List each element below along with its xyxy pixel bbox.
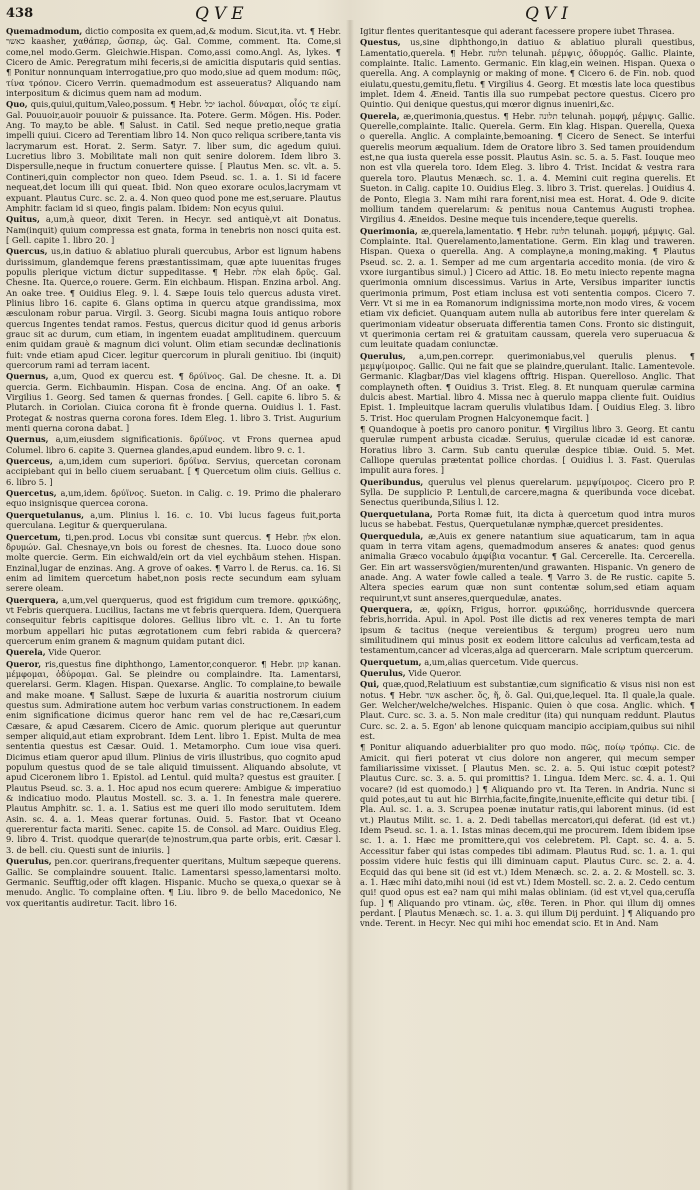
dictionary-entry: [6, 488, 341, 509]
entry-headword: Quernus,: [6, 371, 49, 382]
dictionary-entry: [6, 246, 341, 370]
entry-headword: Queror,: [6, 658, 42, 669]
dictionary-entry: [360, 742, 695, 928]
dictionary-entry: [360, 351, 695, 423]
dictionary-entry: [360, 657, 695, 667]
dictionary-entry: [360, 226, 695, 350]
dictionary-entry: [360, 37, 695, 109]
entry-text: dictio composita ex quem,ad,& modum. Sicut,ita. vt. ¶ Hebr. כאשר kaasher, χαθάπερ, ὥσπερ, ὡς. Gal. Comme, comment. Ita. Come,si come,nel modo.Germ. Gleichwie.Hispan. Como,assi como.Angl. As, lykes. ¶ Cicero de Amic. Peregratum mihi feceris,si de amicitia disputaris quid sentias. ¶ Ponitur nonnunquam interrogatiue,pro quo modo,siue ad quem modum: πῶς, τίνα τρόπον. Cicero Verrin. quemadmodum est asseueratus? Aliquando nam interpositum & dicimus quem nam ad modum.: [6, 26, 341, 99]
entry-headword: Querquera,: [360, 603, 413, 614]
entry-headword: Querela,: [6, 647, 46, 658]
entry-headword: Qui,: [360, 679, 380, 690]
entry-text: æ,Auis ex genere natantium siue aquaticarum, tam in aqua quam in terra vitam agens, quemadmodum anseres & anates: quod genus animalia Græco vocabulo ἀμφίβια vocantur. ¶ Gal. Cercerelle. Ita. Cercerella. Ger. Ein art wassersvögien/murenten/und grawanten. Hispanic. Vn genero de anade. Ang. A water fowle called a teale. ¶ Varro 3. de Re rustic. capite 5. Altera species earum quæ non sunt contentæ solum,sed etiam aquam requirunt,vt sunt anseres,querquedulæ, anates.: [360, 530, 695, 603]
entry-headword: Quo,: [6, 99, 28, 110]
entry-text: æ, φρίκη, Frigus, horror. φρικώδης, horridusvnde quercera febris,horrida. Apul. in Apol. Post ille dictis ad rex veneres tempta de mari ipsum & tacitus (neque vereientibus & tergum) progreu uero num similitudinem qui minus posit ex eodem littore calculus ad verficam,testa ad testamentum,cancer ad vlceras,alga ad quercerarn. Male scriptum quercerum.: [360, 603, 695, 656]
dictionary-entry: [360, 424, 695, 476]
entry-headword: Querulus,: [6, 856, 52, 867]
entry-text: Porta Romæ fuit, ita dicta à quercetum quod intra muros lucus se habebat. Festus, Querquetulanæ nymphæ,quercet presidentes.: [360, 508, 695, 530]
entry-text: Vide Queror.: [48, 647, 102, 658]
entry-headword: Querquetulana,: [360, 508, 433, 519]
entry-headword: Querquetum,: [360, 656, 422, 667]
dictionary-entry: [360, 604, 695, 656]
page-gutter: [346, 20, 354, 1190]
entry-headword: Querquera,: [6, 594, 59, 605]
entry-text: ¶ Ponitur aliquando aduerbialiter pro quo modo. πῶς, ποίῳ τρόπῳ. Cic. de Amicit. qui fieri poterat vt cius dolore non angerer, qui mecum semper familiarissime vixisset. [ Plautus Men. sc. 2. a. 5. Qui istuc cœpit potest? Plautus Curc. sc. 3. a. 5. qui promittis? 1. Lingua. Idem Merc. sc. 4. a. 1. Qui vocare? (id est quomodo.) ] ¶ Aliquando pro vt. Ita Teren. in Andria. Nunc si quid potes,aut tu aut hic Birrhia,facite,fingite,inuenite,efficite qui detur tibi. [ Pla. Aul. sc. 1. a. 3. Scrupea poenæ inutatur ratis,qui laborent minus. (id est vt.) Plautus Milit. sc. 1. a. 2. Dedi tabellas mercatori,qui deferat. (id est vt.) Idem Pseud. sc. 1. a. 1. Istas minas decem,qui me procurem. Idem ibidem ipse sc. 1. a. 1. Hæc me promittere,qui vos celebretem. Pl. Capt. sc. 4. a. 5. Accessitur faber qui istas compedes tibi adimam. Plautus Rud. sc. 1. a. 1. qui possim videre huic festis qui illi diminuam caput. Plautus Curc. sc. 2. a. 4. Ecquid das qui bene sit (id est vt.) Idem Menæch. sc. 2. a. 2. & Mostell. sc. 3. a. 1. Hæc mihi dato,mihi noui (id est vt.) Idem Mostell. sc. 2. a. 2. Cedo centum qui! quod opus est ea? nam qui mihi malas obliniam. (id est vt,vel qua,ceruſſa ſup. ] ¶ Aliquando pro vtinam. ὡς, εἴθε. Teren. in Phor. qui illum dij omnes perdant. [ Plautus Menæch. sc. 1. a. 3. qui illum Dij perduint. ] ¶ Aliquando pro vnde. Terent. in Hecyr. Nec qui mihi hoc emendat scio. Et in And. Nam: [360, 742, 695, 929]
dictionary-entry: [360, 509, 695, 530]
entry-headword: Querulus,: [360, 667, 406, 678]
entry-text: æ,querela,lamentatio. ¶ Hebr. תלונה telunah. μομφή, μέμψις. Gal. Complainte. Ital. Querelamento,lamentatione. Germ. Ein klag und traweren. Hispan. Quexa o querella. Ang. A complayne,a moning,making. ¶ Plautus Pseud. sc. 2. a. 1. Semper ad me cum argentaria accedito monia. (de viro & vxore iurgantibus simul.) ] Cicero ad Attic. 18. Eo metu iniecto repente magna querimonia omnium discessimus. Varius in Arte, Versibus impariter iunctis querimonia primum, Post etiam inclusa est voti sententia compos. Cicero 7. Verr. Vt si me in ea Romanorum indignissima morte,non modo vires, & vocem etiam vix deficiet. Quanquam autem nulla ab autoribus fere inter querelam & querimoniam videatur obseruata differentia tamen Cons. Fronto sic distinguit, vt querimonia certam rei & gratuitam caussam, querela vero superuacua & cum leuitate quadam coniunctæ.: [360, 225, 695, 350]
entry-text: a,um,vel querquerus, quod est frigidum cum tremore. φρικώδης, vt Febris querquera. Lucilius, Iactans me vt febris querquera. Idem, Querquera consequitur febris capitisque dolores. Gellius libro vlt. c. 1. An tu forte morbum appellari hic putas ægrotationem cum febri rabida & quercera? quercerum enim granem & magnum quidam putant dici.: [6, 594, 341, 646]
left-column: [6, 26, 341, 1184]
entry-headword: Querquetulanus,: [6, 509, 85, 520]
entry-headword: Questus,: [360, 37, 401, 48]
dictionary-entry: [360, 668, 695, 678]
dictionary-entry: [6, 371, 341, 433]
dictionary-entry: [6, 434, 341, 455]
entry-text: Vide Queror.: [408, 667, 462, 678]
dictionary-entry: [6, 26, 341, 98]
dictionary-entry: [6, 856, 341, 908]
entry-headword: Querimonia,: [360, 225, 418, 236]
entry-text: us,in datiuo & ablatiuo plurali quercubus, Arbor est lignum habens durissimum, glandemque ferens præstantissimam, quæ apte iuuenitas fruges populis plerique victum dictur suppeditasse. ¶ Hebr. אלה elah δρῦς. Gal. Chesne. Ita. Querce,o rouere. Germ. Ein eichbaum. Hispan. Enzina arbol. Ang. An oake tree. ¶ Ouidius Eleg. 9. l. 4. Sæpe Iouis telo quercus adusta viret. Plinius libro 16. capite 6. Glans optima in quercu atque grandissima, mox æsculonam robur parua. Virgil. 3. Georg. Sicubi magna Iouis antiquo robore quercus Ingentes tendat ramos. Festus, quercus dicitur quod id genus arboris grauc sit ac durum, cum etiam, in ingentem euadat amplitudinem. quercuum enim quidam grauè & magnum dici volunt. Olim etiam secundæ declinationis fuit: vnde etiam apud Cicer. legitur quercorum in plurali genitiuo. Ibi (inquit) quercorum rami ad terram iacent.: [6, 246, 341, 370]
dictionary-entry: [360, 477, 695, 508]
running-head-right: QVI: [525, 4, 573, 24]
running-head-left: QVE: [195, 4, 249, 24]
entry-text: querulus vel plenus querelarum. μεμψίμοιρος. Cicero pro P. Sylla. De supplicio P. Lentuli,de carcere,magna & queribunda voce dicebat. Senectus queribunda,Silius l. 12.: [360, 476, 695, 508]
entry-headword: Querquedula,: [360, 530, 424, 541]
right-column: [360, 26, 695, 1184]
entry-headword: Querulus,: [360, 350, 406, 361]
entry-text: a,um,à queor, dixit Teren. in Hecyr. sed antiquè,vt ait Donatus. Nam(inquit) quium compressa est gnata, forma in tenebris non nosci quita est. [ Gell. capite 1. libro 20. ]: [6, 214, 341, 245]
entry-text: pen.cor. querirans,frequenter queritans, Multum sæpeque querens. Gallic. Se complaindre souuent. Italic. Lamentarsi spesso,lamentarsi molto. Germanic. Seufftig,oder offt klagen. Hispanic. Mucho se quexa,o quexar se à menudo. Anglic. To complaine often. ¶ Liu. libro 9. de bello Macedonico, Ne vox queritantis audiretur. Tacit. libro 16.: [6, 856, 341, 908]
dictionary-entry: [360, 26, 695, 36]
dictionary-entry: [360, 531, 695, 603]
entry-text: a,um,idem cum superiori. δρύϊνα. Servius, quercetan coronam accipiebant qui in bello ciuem seruabant. [ ¶ Quercetum olim ciuis. Gellius c. 6. libro 5. ]: [6, 456, 341, 487]
entry-headword: Quercus,: [6, 246, 48, 257]
entry-text: a,um, Quod ex quercu est. ¶ δρύϊνος. Gal. De chesne. It. a. Di quercia. Germ. Eichbaumin. Hispan. Cosa de encina. Ang. Of an oake. ¶ Virgilius 1. Georg. Sed tamen & quernas frondes. [ Gell. capite 6. libro 5. & Plutarch. in Coriolan. Ciuica corona fit è fronde querna. Ouidius l. 1. Fast. Protegat & nostras querna corona fores. Idem Eleg. 1. libro 3. Trist. Augurium menti querna corona dabat. ]: [6, 371, 341, 434]
dictionary-entry: [6, 99, 341, 213]
entry-text: a,um,eiusdem significationis. δρύϊνος. vt Frons quernea apud Columel. libro 6. capite 3. Quernea glandes,apud eundem. libro 9. c. 1.: [6, 434, 341, 455]
dictionary-entry: [6, 532, 341, 594]
dictionary-entry: [360, 679, 695, 741]
entry-text: ti,pen.prod. Locus vbi consitæ sunt quercus. ¶ Hebr. אלון elon. δρυμών. Gal. Chesnaye,vn bois ou forest de chesnes. Ita. Luoco doue sono molte quercie. Germ. Ein eichwald/ein ort da viel eychbäum stehen. Hispan. Enzinal,lugar de enzinas. Ang. A grove of oakes. ¶ Varro l. de Rerus. ca. 16. Si enim ad limitem quercetum habet,non posis recte secundum eam syluam serere oleam.: [6, 531, 341, 594]
dictionary-entry: [6, 214, 341, 245]
entry-text: æ,querimonia,questus. ¶ Hebr. תלונה telunah. μομφή, μέμψις. Gallic. Querelle,complainte. Italic. Querela. Germ. Ein klag. Hispan. Querella, Quexa o querella. Anglic. A complainte,bemoaning. ¶ Cicero de Senect. Se interfui querelis meorum æqualium. Idem de Oratore libro 3. Sed tamen prouidendum est,ne qua iusta querela esse possit. Plautus Asin. sc. 5. a. 5. Fast. Iouque meo non est vlla querela toro. Idem Eleg. 3. libro 4. Trist. Incidat & vestra rara querela toro. Plautus Menæch. sc. 1. a. 4. Memini cuit regina querelis. Et Sueton. in Calig. capite 10. Ouidius Eleg. 3. libro 3. Trist. querelas. ] Ouidius 4. de Ponto, Elegia 3. Nam mihi rara forent,nisi mea est. Horat. 4. Ode 9. dicite mollium tandem querelarum: & penitus noua Cantemus Augusti trophea. Virgilius 4. Æneidos. Desine meque tuis incendere,teque querelis.: [360, 110, 695, 225]
entry-text: quæ,quod,Relatiuum est substantiæ,cum significatio & visus nisi non est notus. ¶ Hebr. אשר ascher. ὅς, ἥ, ὅ. Gal. Qui,que,lequel. Ita. Il quale,la quale. Ger. Welcher/welche/welches. Hispanic. Quien ò que cosa. Anglic. which. ¶ Plaut. Curc. sc. 3. a. 5. Non male creditur (ita) qui nunquam reddunt. Plautus Curc. sc. 2. a. 5. Egon' ab lenone quicquam mancipio accipiam,quibus sui nihil est.: [360, 679, 695, 742]
entry-text: ris,questus fine diphthongo, Lamentor,conqueror. ¶ Hebr. קונן kanan. μέμφομαι, ὀδύρομαι. Gal. Se pleindre ou complaindre. Ita. Lamentarsi, querelarsi. Germ. Klagen. Hispan. Quexarse. Anglic. To complaine,to bewaile and make moane. ¶ Sallust. Sæpe de luxuria & auaritia nostrorum ciuium questus sum. Admiratione autem hoc verbum varias constructionem. In eadem enim significatione dicimus queror hanc rem vel de hac re,Cæsari,cum Cæsare, & apud Cæsarem. Cicero de Amic. quorum plerique aut queruntur semper aliquid,aut etiam exprobrant. Idem Lent. libro 1. Epist. Multa de mea sententia questus est Cæsar. Ouid. 1. Metamorpho. Cum ioue visa queri. Dicimus etiam queror apud illum. Plinius de viris illustribus, quo cognito apud populum questus quod de se tale aliquid timuissent. Aliquando absolute, vt apud Ciceronem libro 1. Epistol. ad Lentul. quid multa? questus est grauiter. [ Plautus Pseud. sc. 3. a. 1. Hoc apud nos ecum querere: Ambigue & imperatiuo & indicatiuo modo. Plautus Mostell. sc. 3. a. 1. In fenestra male querere. Plautus Amphitr. sc. 1. a. 1. Satius est me queri illo modo seruitutem. Idem Asin. sc. 4. a. 1. Meas querar fortunas. Ouid. 5. Fastor. Ibat vt Oceano quererentur facta mariti. Senec. capite 15. de Consol. ad Marc. Ouidius Eleg. 9. libro 4. Trist. quodque querar(de te)nostrum,qua parte orbis, erit. Cæsar l. 3. de bell. ciu. Questi sunt de iniuriis. ]: [6, 658, 341, 855]
dictionary-entry: [6, 595, 341, 647]
dictionary-entry: [360, 111, 695, 225]
entry-headword: Quercetum,: [6, 531, 61, 542]
entry-text: quis,quiui,quitum,Valeo,possum. ¶ Hebr. יכל iachol. δύναμαι, οἷός τε εἰμί. Gal. Pouuoir,auoir pouuoir & puissance. Ita. Potere. Germ. Mögen. His. Poder. Ang. To may,to be able. ¶ Salust. in Catil. Sed neque pretio,neque gratia impelli quiui. Cicero ad Terentiam libro 14. Non quco reliqua scribere,tanta vis lacrymarum est. Horat. 2. Serm. Satyr. 7. liber sum, dic agedum quiui. Lucretius libro 3. Mobilitate mali non quit senire dolorem. Idem libro 3. Dispersulle,neque in fructum conuertere quisse. [ Plautus Men. sc. vlt. a. 5. Contineri,quin complector non queo. Idem Pseud. sc. 1. a. 1. Si id facere nequeat,det locum illi qui queat. Ibid. Non queo exorare oculos,lacrymam vt expuant. Plautus Curc. sc. 2. a. 4. Non queo quod pone me est,seruare. Plautus Amphitr. faciam id si queo, fingis palam. Ibidem: Non ecyus quiui.: [6, 99, 341, 213]
entry-headword: Queribundus,: [360, 476, 424, 487]
dictionary-entry: [6, 510, 341, 531]
entry-headword: Quitus,: [6, 214, 40, 225]
entry-text: a,um,alias quercetum. Vide quercus.: [424, 656, 579, 667]
entry-text: ¶ Quandoque à poetis pro canoro ponitur. ¶ Virgilius libro 3. Georg. Et cantu querulæ rumpent arbusta cicadæ. Seruius, querulæ cicadæ id est canoræ. Horatius libro 3. Carm. Sub cantu querulæ despice tibiæ. Ouid. 5. Met. Calliope querulas prætentat pollice chordas. [ Ouidius l. 3. Fast. Querulas impulit aura fores. ]: [360, 424, 695, 476]
dictionary-entry: [6, 456, 341, 487]
entry-headword: Quernus,: [6, 434, 49, 445]
dictionary-entry: [6, 659, 341, 856]
page-number: 438: [6, 6, 34, 21]
entry-headword: Quercetus,: [6, 488, 57, 499]
entry-headword: Querela,: [360, 110, 400, 121]
entry-text: us,sine diphthongo,in datiuo & ablatiuo plurali questibus, Lamentatio,querela. ¶ Hebr. תלונה telunah. μέμψις, ὀδυρμός. Gallic. Plainte, complainte. Italic. Lamento. Germanic. Ein klag,ein weinen. Hispan. Quexa o querella. Ang. A complaynig or making of mone. ¶ Cicero 6. de Fin. nob. quod eiulatu,questu,gemitu,fletu. ¶ Virgilius 4. Georg. Et mœstis late loca questibus implet. Idem 4. Æneid. Tantis illa suo rumpebat pectore questus. Cicero pro Quintio. Qui denique questus,qui mœror dignus inueniri,&c.: [360, 37, 695, 110]
entry-text: Igitur flentes queritantesque qui aderant facessere propere iubet Thrasea.: [360, 26, 675, 36]
entry-text: a,um,pen.correpr. querimoniabus,vel querulis plenus. ¶ μεμψίμοιρος. Gallic. Qui ne fait que se plaindre,querulant. Italic. Lamentevole. Germanic. Klagbar/Das viel klagens offtrig. Hispan. Querelloso. Anglic. That complayneth often. ¶ Ouidius 3. Trist. Eleg. 8. Et nunquam querulæ carmina dulcis abest. Martial. libro 4. Missa nec à querulo mappa cliente fuit. Ouidius Epist. 1. Impleuitque lacram querulis vlulatibus Idam. [ Ouidius Eleg. 3. libro 5. Trist. Hoc querulam Prognen Halcyonemque facit. ]: [360, 350, 695, 423]
entry-text: a,um,idem. δρύϊνος. Sueton. in Calig. c. 19. Primo die phaleraro equo insignisque quercea corona.: [6, 488, 341, 509]
entry-headword: Querceus,: [6, 456, 53, 467]
dictionary-entry: [6, 647, 341, 657]
entry-text: a,um. Plinius l. 16. c. 10. Vbi lucus fageus fuit,porta querculana. Legitur & querquerulana.: [6, 509, 341, 531]
entry-headword: Quemadmodum,: [6, 26, 83, 36]
